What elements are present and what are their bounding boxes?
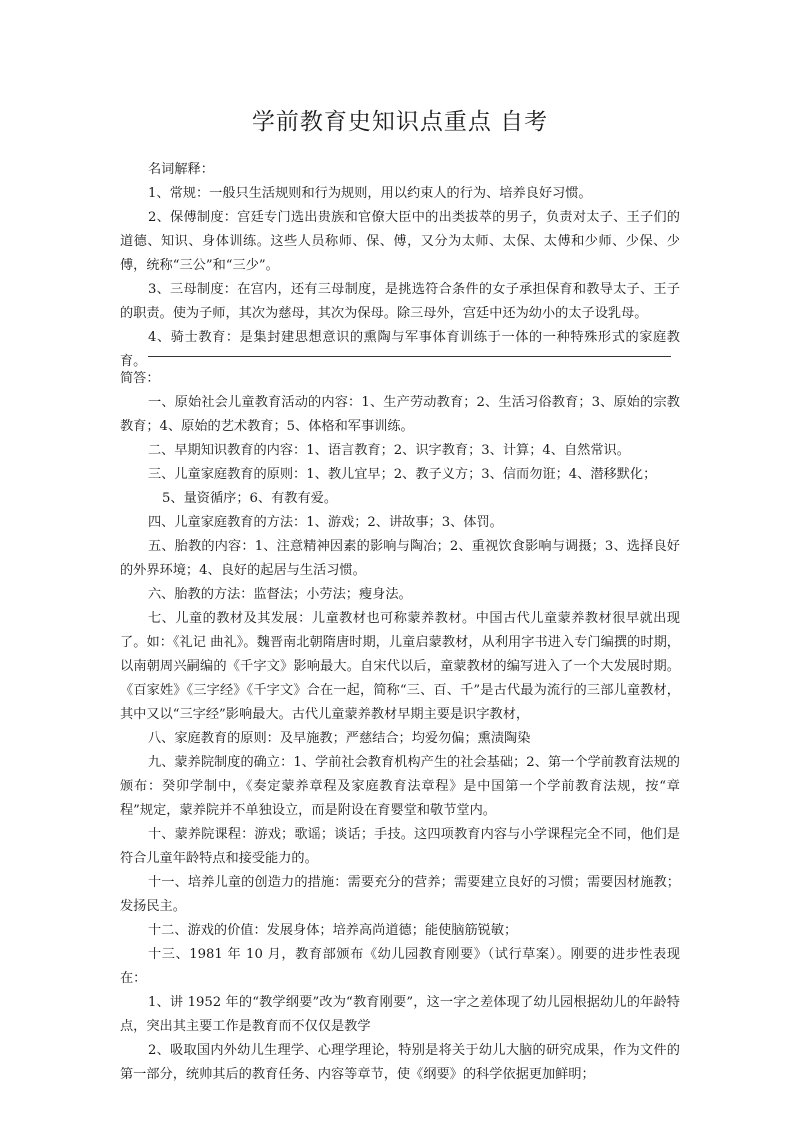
answer-item: 一、原始社会儿童教育活动的内容：1、生产劳动教育；2、生活习俗教育；3、原始的宗教教育；4、原始的艺术教育；5、体格和军事训练。 [120, 395, 680, 434]
answer-item: 五、胎教的内容：1、注意精神因素的影响与陶冶；2、重视饮食影响与调摄；3、选择良好的外界环境；4、良好的起居与生活习惯。 [120, 539, 680, 578]
glossary-item: 2、保傅制度：宫廷专门选出贵族和官僚大臣中的出类拔萃的男子，负责对太子、王子们的道德、知识、身体训练。这些人员称师、保、傅，又分为太师、太保、太傅和少师、少保、少傅，统称“三公”和“三少”。 [120, 210, 680, 273]
glossary-item: 3、三母制度：在宫内，还有三母制度，是挑选符合条件的女子承担保育和教导太子、王子的职责。使为子师，其次为慈母，其次为保母。除三母外，宫廷中还为幼小的太子设乳母。 [120, 282, 680, 321]
answer-item: 四、儿童家庭教育的方法：1、游戏；2、讲故事；3、体罚。 [148, 515, 503, 530]
answer-item: 十二、游戏的价值：发展身体；培养高尚道德；能使脑筋锐敏； [148, 923, 518, 938]
answer-item: 二、早期知识教育的内容：1、语言教育；2、识字教育；3、计算；4、自然常识。 [148, 443, 630, 458]
horizontal-divider [148, 356, 671, 357]
glossary-heading: 名词解释： [148, 162, 214, 177]
glossary-section [120, 158, 680, 374]
answer-item: 三、儿童家庭教育的原则：1、教儿宜早；2、教子义方；3、信而勿诳；4、潜移默化； [148, 467, 657, 482]
answer-item: 十、蒙养院课程：游戏；歌谣；谈话；手技。这四项教育内容与小学课程完全不同，他们是符合儿童年龄特点和接受能力的。 [120, 827, 680, 866]
answer-item: 1、讲 1952 年的“教学纲要”改为“教育刚要”，这一字之差体现了幼儿园根据幼儿的年龄特点，突出其主要工作是教育而不仅仅是教学 [120, 995, 680, 1034]
answer-item: 2、吸取国内外幼儿生理学、心理学理论，特别是将关于幼儿大脑的研究成果，作为文件的第一部分，统帅其后的教育任务、内容等章节，使《纲要》的科学依据更加鲜明； [120, 1043, 680, 1082]
answer-item: 十一、培养儿童的创造力的措施：需要充分的营养；需要建立良好的习惯；需要因材施教；发扬民主。 [120, 875, 680, 914]
answer-item: 5、量资循序；6、有教有爱。 [162, 491, 338, 506]
answer-item: 十三、1981 年 10 月，教育部颁布《幼儿园教育刚要》（试行草案）。刚要的进步性表现在： [120, 947, 680, 986]
short-answer-section [120, 367, 680, 1087]
document-title: 学前教育史知识点重点 自考 [251, 109, 549, 135]
answer-item: 八、家庭教育的原则：及早施教；严慈结合；均爱勿偏；熏渍陶染 [148, 731, 531, 746]
glossary-item: 1、常规：一般只生活规则和行为规则，用以约束人的行为、培养良好习惯。 [148, 186, 592, 201]
short-answer-heading: 简答： [120, 371, 160, 386]
answer-item: 六、胎教的方法：监督法；小劳法；瘦身法。 [148, 587, 412, 602]
answer-item: 九、蒙养院制度的确立：1、学前社会教育机构产生的社会基础；2、第一个学前教育法规的颁布：癸卯学制中，《奏定蒙养章程及家庭教育法章程》是中国第一个学前教育法规，按“章程”规定，蒙养院并不单独设立，而是附设在育婴堂和敬节堂内。 [120, 755, 680, 818]
answer-item: 七、儿童的教材及其发展：儿童教材也可称蒙养教材。中国古代儿童蒙养教材很早就出现了。如：《礼记 曲礼》。魏晋南北朝隋唐时期，儿童启蒙教材，从利用字书进入专门编撰的时期，以南朝周兴嗣编的《千字文》影响最大。自宋代以后，童蒙教材的编写进入了一个大发展时期。《百家姓》《三字经》《千字文》合在一起，简称“三、百、千”是古代最为流行的三部儿童教材，其中又以“三字经”影响最大。古代儿童蒙养教材早期主要是识字教材， [120, 611, 680, 722]
glossary-item: 4、骑士教育：是集封建思想意识的熏陶与军事体育训练于一体的一种特殊形式的家庭教育。 [120, 330, 680, 369]
